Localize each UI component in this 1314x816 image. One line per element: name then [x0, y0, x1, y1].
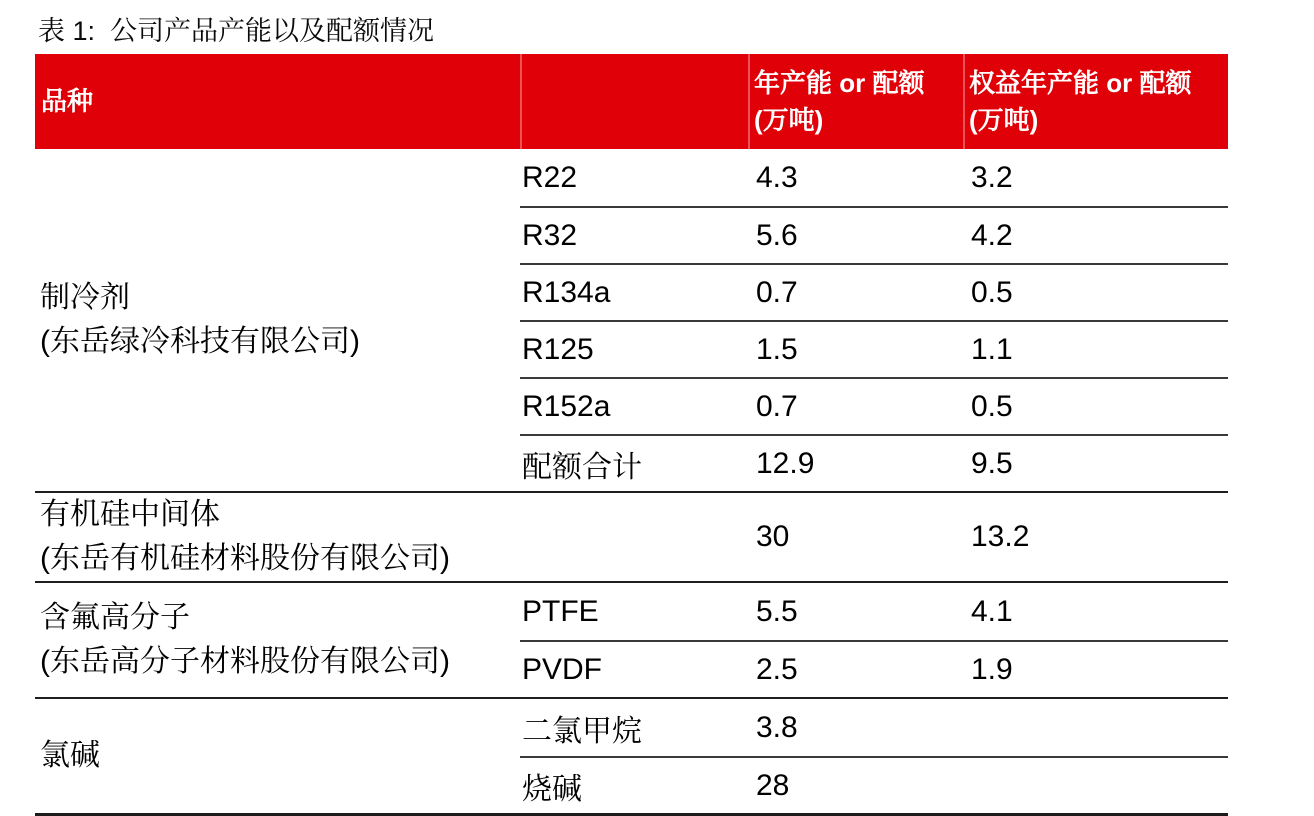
product-group-row: [35, 697, 1228, 813]
table-row: [520, 263, 1228, 320]
cell-equity: 0.5: [971, 275, 1013, 309]
table-row: [520, 699, 1228, 756]
group-name: 氯碱: [40, 739, 100, 772]
group-name-cell: [35, 699, 520, 813]
cell-equity: 0.5: [971, 389, 1013, 423]
cell-product: 配额合计: [522, 450, 642, 484]
cell-capacity: 1.5: [756, 332, 798, 366]
group-rows: [520, 493, 1228, 581]
cell-equity: 9.5: [971, 446, 1013, 480]
header-equity-capacity: [963, 54, 1228, 149]
table-row: [520, 377, 1228, 434]
cell-product: 烧碱: [522, 772, 582, 806]
table-row: [520, 583, 1228, 640]
group-rows: [520, 699, 1228, 813]
cell-capacity: 2.5: [756, 652, 798, 686]
cell-capacity: 3.8: [756, 710, 798, 744]
group-subname: (东岳有机硅材料股份有限公司): [40, 542, 450, 575]
cell-product: R125: [522, 332, 594, 366]
header-capacity-line1: 年产能 or 配额: [754, 67, 925, 98]
cell-product: R134a: [522, 275, 611, 309]
header-equity-line1: 权益年产能 or 配额: [969, 67, 1192, 98]
header-divider: [520, 54, 522, 149]
group-name: 含氟高分子: [40, 601, 190, 634]
table-row: [520, 493, 1228, 581]
group-name-cell: [35, 149, 520, 491]
header-spacer-cell: [520, 54, 748, 149]
table-row: [520, 756, 1228, 813]
header-divider: [963, 54, 965, 149]
cell-capacity: 30: [756, 520, 790, 553]
cell-capacity: 0.7: [756, 389, 798, 423]
cell-capacity: 5.6: [756, 218, 798, 252]
product-group-row: [35, 149, 1228, 491]
group-name: 有机硅中间体: [40, 498, 220, 531]
table-body: [35, 149, 1228, 816]
header-capacity: [748, 54, 963, 149]
cell-equity: 4.2: [971, 218, 1013, 252]
capacity-quota-table: [35, 54, 1228, 816]
product-group-row: [35, 491, 1228, 581]
cell-capacity: 4.3: [756, 160, 798, 194]
group-subname: (东岳绿冷科技有限公司): [40, 325, 360, 358]
group-subname: (东岳高分子材料股份有限公司): [40, 645, 450, 678]
cell-product: PTFE: [522, 594, 599, 628]
group-name-cell: [35, 493, 520, 581]
cell-equity: 4.1: [971, 594, 1013, 628]
group-name-cell: [35, 583, 520, 697]
header-product-type: [35, 54, 520, 149]
cell-product: R22: [522, 160, 578, 194]
cell-product: R152a: [522, 389, 611, 423]
product-group-row: [35, 581, 1228, 697]
cell-product: R32: [522, 218, 578, 252]
group-name: 制冷剂: [40, 281, 130, 314]
cell-equity: 3.2: [971, 160, 1013, 194]
cell-equity: 1.1: [971, 332, 1013, 366]
cell-capacity: 0.7: [756, 275, 798, 309]
cell-equity: 1.9: [971, 652, 1013, 686]
table-row: [520, 640, 1228, 697]
group-rows: [520, 583, 1228, 697]
cell-capacity: 12.9: [756, 446, 815, 480]
header-capacity-line2: (万吨): [754, 104, 824, 135]
table-row: [520, 320, 1228, 377]
table-row: [520, 434, 1228, 491]
group-rows: [520, 149, 1228, 491]
cell-product: 二氯甲烷: [522, 714, 642, 748]
table-header-row: [35, 54, 1228, 149]
table-title: 表 1: 公司产品产能以及配额情况: [38, 16, 435, 46]
table-row: [520, 206, 1228, 263]
header-equity-line2: (万吨): [969, 104, 1039, 135]
header-product-type-label: 品种: [41, 86, 94, 116]
header-divider: [748, 54, 750, 149]
table-row: [520, 149, 1228, 206]
cell-capacity: 28: [756, 768, 790, 802]
cell-equity: 13.2: [971, 520, 1030, 553]
cell-product: PVDF: [522, 652, 603, 686]
cell-capacity: 5.5: [756, 594, 798, 628]
